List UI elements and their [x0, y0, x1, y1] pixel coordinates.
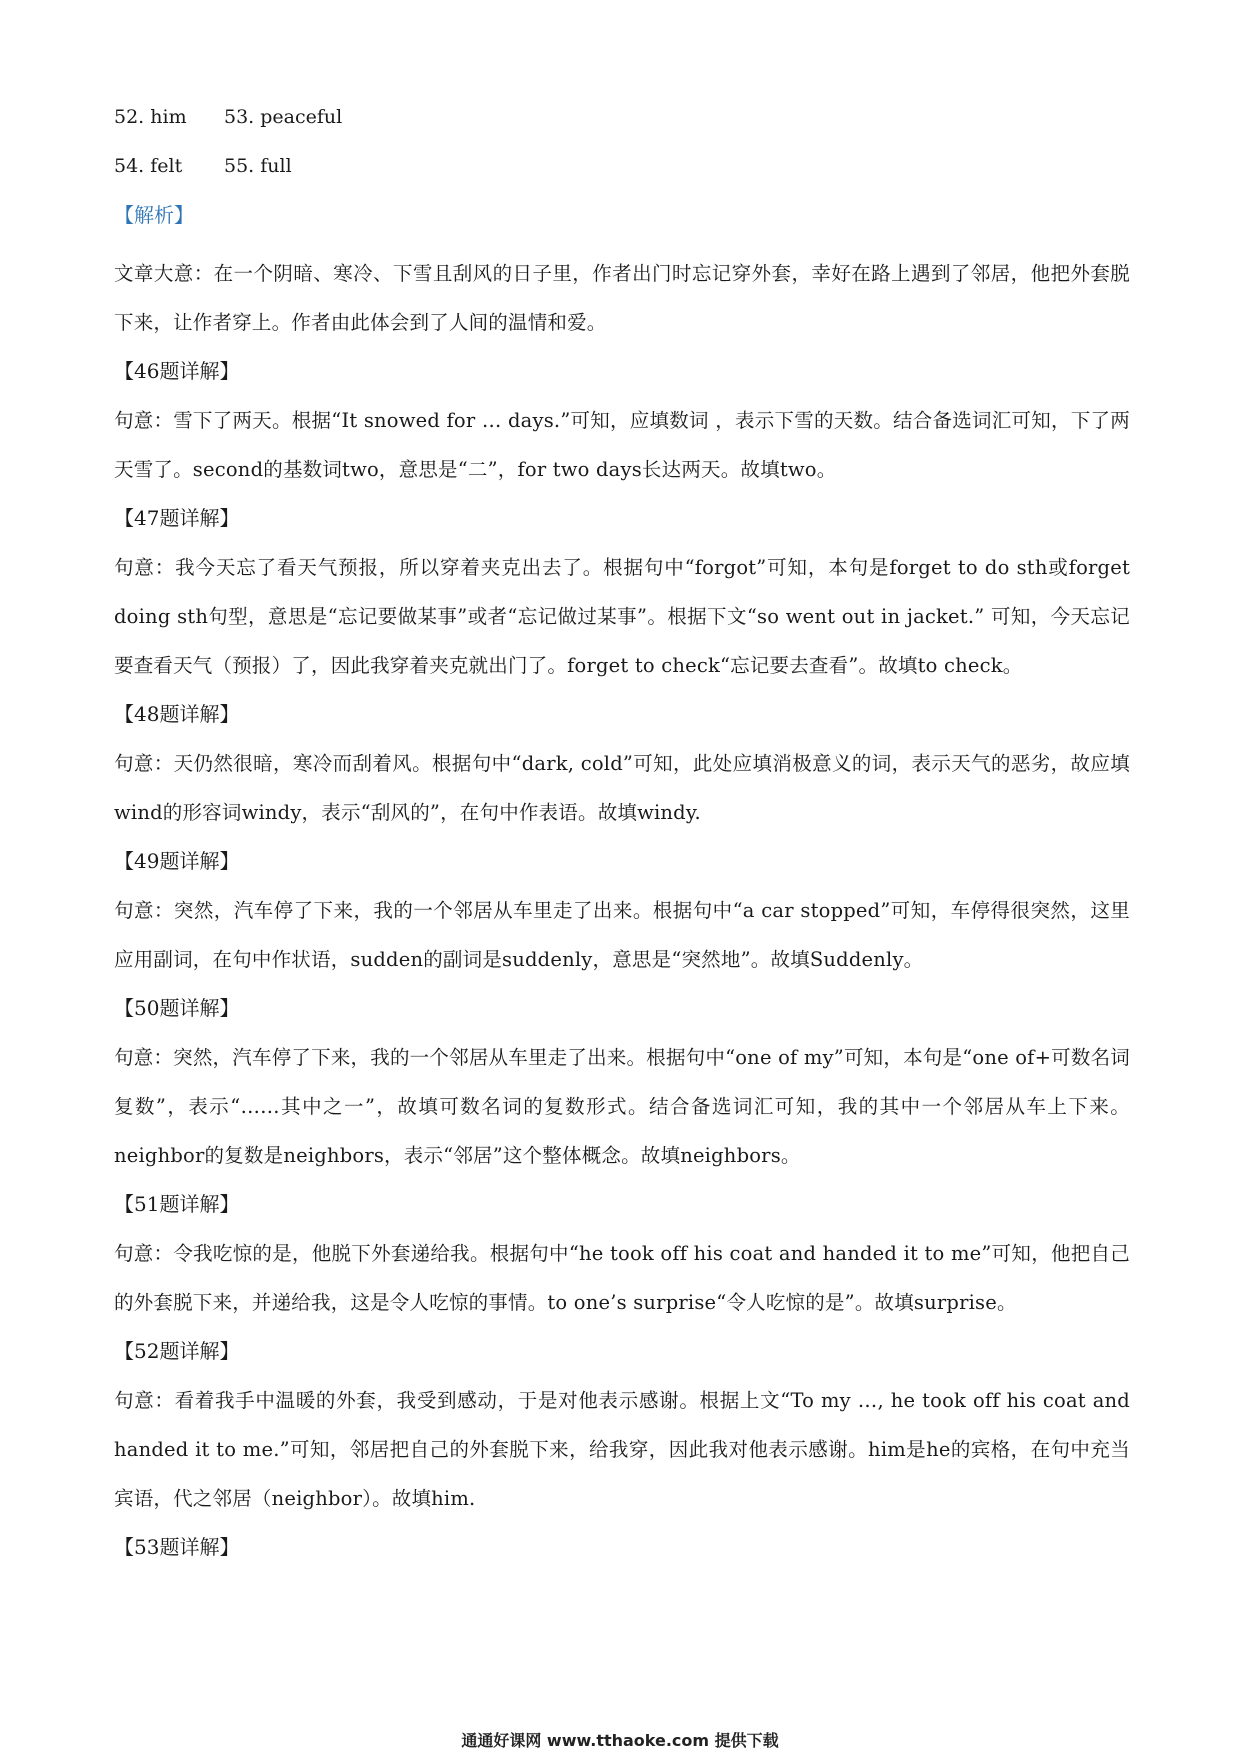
section-heading-48: 【48题详解】 [114, 702, 240, 726]
section-heading-51: 【51题详解】 [114, 1192, 240, 1216]
section-heading-46: 【46题详解】 [114, 359, 240, 383]
section-heading-50: 【50题详解】 [114, 996, 240, 1020]
page-footer: 通通好课网 www.tthaoke.com 提供下载 [461, 1731, 779, 1750]
answer-row-1 [114, 102, 1130, 151]
section-text-50: 句意：突然，汽车停了下来，我的一个邻居从车里走了出来。根据句中“one of my”可知，本句是“one of+可数名词复数”，表示“……其中之一”，故填可数名词的复数形式。结合备选词汇可知，我的其中一个邻居从车上下来。neighbor的复数是neighbors，表示“邻居”这个整体概念。故填neighbors。 [114, 1046, 1130, 1167]
section-heading-53: 【53题详解】 [114, 1535, 240, 1559]
summary-paragraph: 文章大意：在一个阴暗、寒冷、下雪且刮风的日子里，作者出门时忘记穿外套，幸好在路上遇到了邻居，他把外套脱下来，让作者穿上。作者由此体会到了人间的温情和爱。 [114, 262, 1130, 334]
answer-55: 55. full [224, 155, 292, 177]
answer-53: 53. peaceful [224, 106, 343, 128]
document-content [114, 102, 1130, 1572]
section-text-52: 句意：看着我手中温暖的外套，我受到感动，于是对他表示感谢。根据上文“To my …, he took off his coat and handed it to me.”可知，邻居把自己的外套脱下来，给我穿，因此我对他表示感谢。him是he的宾格，在句中充当宾语，代之邻居（neighbor）。故填him. [114, 1389, 1130, 1510]
section-heading-52: 【52题详解】 [114, 1339, 240, 1363]
answer-row-2 [114, 151, 1130, 200]
section-text-51: 句意：令我吃惊的是，他脱下外套递给我。根据句中“he took off his coat and handed it to me”可知，他把自己的外套脱下来，并递给我，这是令人吃惊的事情。to one’s surprise“令人吃惊的是”。故填surprise。 [114, 1242, 1130, 1314]
section-heading-49: 【49题详解】 [114, 849, 240, 873]
section-heading-47: 【47题详解】 [114, 506, 240, 530]
section-text-48: 句意：天仍然很暗，寒冷而刮着风。根据句中“dark, cold”可知，此处应填消极意义的词，表示天气的恶劣，故应填wind的形容词windy，表示“刮风的”，在句中作表语。故填windy. [114, 752, 1130, 824]
section-text-49: 句意：突然，汽车停了下来，我的一个邻居从车里走了出来。根据句中“a car stopped”可知，车停得很突然，这里应用副词，在句中作状语，sudden的副词是suddenly，意思是“突然地”。故填Suddenly。 [114, 899, 1130, 971]
section-text-47: 句意：我今天忘了看天气预报，所以穿着夹克出去了。根据句中“forgot”可知，本句是forget to do sth或forget doing sth句型，意思是“忘记要做某事”或者“忘记做过某事”。根据下文“so went out in jacket.” 可知，今天忘记要查看天气（预报）了，因此我穿着夹克就出门了。forget to check“忘记要去查看”。故填to check。 [114, 556, 1130, 677]
analysis-label: 【解析】 [114, 203, 194, 227]
section-text-46: 句意：雪下了两天。根据“It snowed for … days.”可知，应填数词 ，表示下雪的天数。结合备选词汇可知，下了两天雪了。second的基数词two，意思是“二”，for two days长达两天。故填two。 [114, 409, 1130, 481]
answer-54: 54. felt [114, 155, 183, 177]
answer-52: 52. him [114, 106, 187, 128]
